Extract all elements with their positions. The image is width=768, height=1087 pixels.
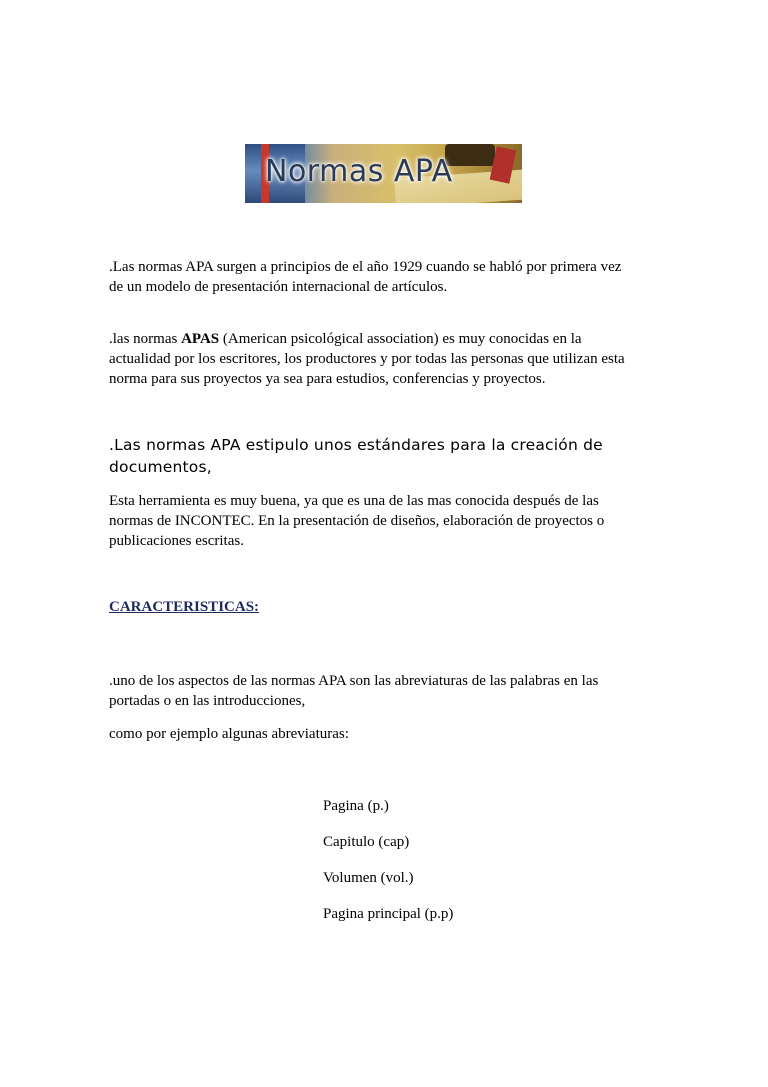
intro-line-1: .Las normas APA surgen a principios de el año 1929 cuando se habló por primera vez — [109, 259, 622, 275]
intro-line-2: de un modelo de presentación internacional de artículos. — [109, 279, 448, 295]
tool-line-3: publicaciones escritas. — [109, 533, 244, 549]
abbreviation-item: Pagina principal (p.p) — [323, 906, 454, 922]
characteristics-paragraph — [109, 671, 669, 711]
apas-paragraph — [109, 329, 669, 389]
characteristics-line-2: portadas o en las introducciones, — [109, 693, 306, 709]
standards-line-1: .Las normas APA estipulo unos estándares para la creación de — [109, 436, 603, 454]
standards-paragraph — [109, 434, 669, 478]
apas-prefix: .las normas — [109, 331, 182, 347]
example-intro: como por ejemplo algunas abreviaturas: — [109, 726, 349, 742]
apas-bold-term: APAS — [181, 331, 220, 347]
intro-paragraph — [109, 257, 669, 297]
section-heading: CARACTERISTICAS: — [109, 599, 260, 615]
normas-apa-banner-image — [245, 144, 522, 203]
characteristics-line-1: .uno de los aspectos de las normas APA son las abreviaturas de las palabras en las — [109, 673, 599, 689]
apas-line-2: actualidad por los escritores, los productores y por todas las personas que utilizan esta — [109, 351, 625, 367]
tool-paragraph — [109, 491, 669, 551]
tool-line-1: Esta herramienta es muy buena, ya que es una de las mas conocida después de las — [109, 493, 599, 509]
tool-line-2: normas de INCONTEC. En la presentación de diseños, elaboración de proyectos o — [109, 513, 605, 529]
standards-line-2: documentos, — [109, 458, 212, 476]
abbreviation-item: Capitulo (cap) — [323, 834, 410, 850]
abbreviation-item: Pagina (p.) — [323, 798, 389, 814]
apas-line-3: norma para sus proyectos ya sea para estudios, conferencias y proyectos. — [109, 371, 546, 387]
abbreviation-item: Volumen (vol.) — [323, 870, 414, 886]
apas-line-1-rest: (American psicológical association) es muy conocidas en la — [219, 331, 582, 347]
banner-title: Normas APA — [265, 154, 453, 189]
